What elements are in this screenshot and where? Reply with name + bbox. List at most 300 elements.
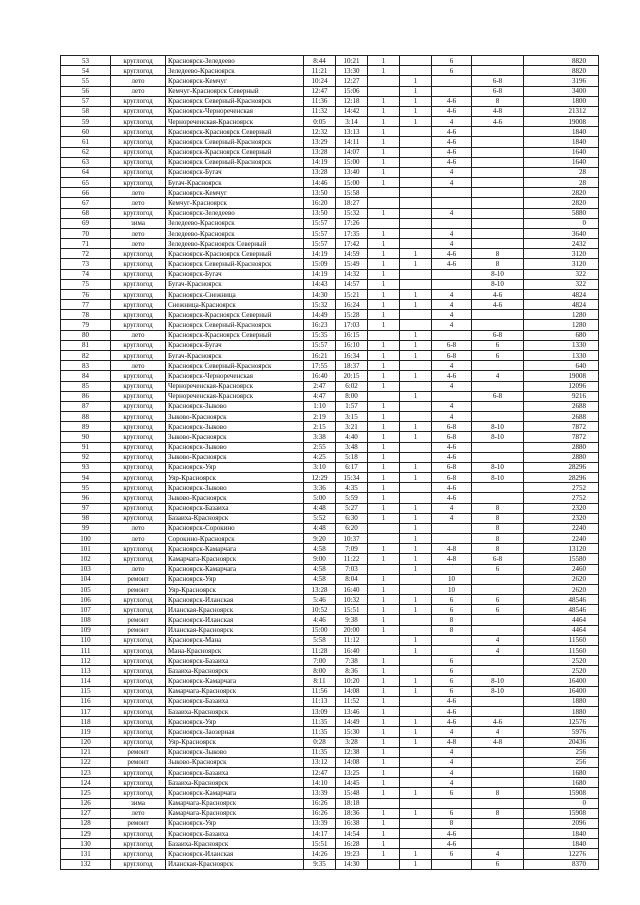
arrival-time-cell: 17:26 xyxy=(336,218,368,228)
route-cell: Красноярск-Красноярск Северный xyxy=(166,330,304,340)
row-number-cell: 87 xyxy=(61,401,111,411)
season-cell: ремонт xyxy=(111,625,166,635)
table-row xyxy=(61,717,599,727)
arrival-time-cell: 14:49 xyxy=(336,717,368,727)
departure-time-cell: 13:12 xyxy=(304,757,336,767)
count-b-cell xyxy=(400,757,432,767)
season-cell: лето xyxy=(111,564,166,574)
table-row xyxy=(61,259,599,269)
class-a-cell xyxy=(432,859,472,869)
row-number-cell: 124 xyxy=(61,778,111,788)
table-row xyxy=(61,737,599,747)
class-b-cell xyxy=(472,228,524,238)
class-b-cell: 8 xyxy=(472,96,524,106)
table-row xyxy=(61,381,599,391)
class-a-cell xyxy=(432,534,472,544)
route-cell: Красноярск-Зыково xyxy=(166,442,304,452)
amount-cell: 21312 xyxy=(524,106,599,116)
arrival-time-cell: 6:30 xyxy=(336,513,368,523)
class-b-cell xyxy=(472,361,524,371)
departure-time-cell: 2:19 xyxy=(304,412,336,422)
class-a-cell xyxy=(432,198,472,208)
route-cell: Красноярск-Иланская xyxy=(166,595,304,605)
amount-cell: 2240 xyxy=(524,523,599,533)
row-number-cell: 59 xyxy=(61,117,111,127)
class-a-cell: 4 xyxy=(432,513,472,523)
count-b-cell: 1 xyxy=(400,676,432,686)
amount-cell: 2880 xyxy=(524,452,599,462)
season-cell: круглогод xyxy=(111,686,166,696)
table-row xyxy=(61,117,599,127)
departure-time-cell: 13:09 xyxy=(304,707,336,717)
arrival-time-cell: 15:00 xyxy=(336,157,368,167)
count-b-cell xyxy=(400,584,432,594)
departure-time-cell: 13:39 xyxy=(304,818,336,828)
table-row xyxy=(61,473,599,483)
row-number-cell: 78 xyxy=(61,310,111,320)
amount-cell: 8820 xyxy=(524,66,599,76)
class-a-cell: 6 xyxy=(432,605,472,615)
count-b-cell: 1 xyxy=(400,523,432,533)
table-row xyxy=(61,666,599,676)
table-row xyxy=(61,747,599,757)
arrival-time-cell: 16:34 xyxy=(336,350,368,360)
amount-cell: 1800 xyxy=(524,96,599,106)
class-b-cell: 4 xyxy=(472,635,524,645)
amount-cell: 16400 xyxy=(524,676,599,686)
class-a-cell: 4 xyxy=(432,361,472,371)
table-row xyxy=(61,625,599,635)
departure-time-cell: 13:39 xyxy=(304,788,336,798)
class-a-cell: 4-6 xyxy=(432,493,472,503)
route-cell: Красноярск-Кемчуг xyxy=(166,188,304,198)
route-cell: Красноярск-Камарчага xyxy=(166,564,304,574)
row-number-cell: 109 xyxy=(61,625,111,635)
arrival-time-cell: 18:36 xyxy=(336,808,368,818)
table-row xyxy=(61,188,599,198)
count-a-cell: 1 xyxy=(368,829,400,839)
table-row xyxy=(61,635,599,645)
amount-cell: 2820 xyxy=(524,188,599,198)
row-number-cell: 89 xyxy=(61,422,111,432)
count-b-cell: 1 xyxy=(400,808,432,818)
departure-time-cell: 1:10 xyxy=(304,401,336,411)
season-cell: круглогод xyxy=(111,513,166,523)
season-cell: ремонт xyxy=(111,584,166,594)
arrival-time-cell: 17:03 xyxy=(336,320,368,330)
class-b-cell: 4 xyxy=(472,849,524,859)
class-b-cell xyxy=(472,747,524,757)
count-a-cell: 1 xyxy=(368,757,400,767)
arrival-time-cell: 14:45 xyxy=(336,778,368,788)
table-row xyxy=(61,320,599,330)
amount-cell: 2820 xyxy=(524,198,599,208)
departure-time-cell: 10:52 xyxy=(304,605,336,615)
row-number-cell: 85 xyxy=(61,381,111,391)
season-cell: круглогод xyxy=(111,829,166,839)
route-cell: Красноярск-Базаиха xyxy=(166,503,304,513)
class-b-cell xyxy=(472,656,524,666)
amount-cell: 1640 xyxy=(524,147,599,157)
season-cell: круглогод xyxy=(111,259,166,269)
departure-time-cell: 14:43 xyxy=(304,279,336,289)
class-b-cell xyxy=(472,208,524,218)
arrival-time-cell: 15:32 xyxy=(336,208,368,218)
count-b-cell: 1 xyxy=(400,503,432,513)
class-b-cell xyxy=(472,615,524,625)
season-cell: круглогод xyxy=(111,788,166,798)
table-row xyxy=(61,157,599,167)
row-number-cell: 113 xyxy=(61,666,111,676)
row-number-cell: 55 xyxy=(61,76,111,86)
season-cell: круглогод xyxy=(111,279,166,289)
route-cell: Красноярск Северный-Красноярск xyxy=(166,361,304,371)
route-cell: Иланская-Красноярск xyxy=(166,605,304,615)
row-number-cell: 94 xyxy=(61,473,111,483)
amount-cell: 1880 xyxy=(524,696,599,706)
class-a-cell: 4-6 xyxy=(432,157,472,167)
class-b-cell: 6 xyxy=(472,859,524,869)
amount-cell: 322 xyxy=(524,269,599,279)
class-b-cell: 4 xyxy=(472,727,524,737)
amount-cell: 19008 xyxy=(524,117,599,127)
class-a-cell: 6 xyxy=(432,849,472,859)
count-b-cell: 1 xyxy=(400,605,432,615)
amount-cell: 3400 xyxy=(524,86,599,96)
count-a-cell: 1 xyxy=(368,493,400,503)
season-cell: круглогод xyxy=(111,249,166,259)
count-a-cell: 1 xyxy=(368,503,400,513)
route-cell: Зеледеево-Красноярск Северный xyxy=(166,239,304,249)
count-b-cell: 1 xyxy=(400,76,432,86)
table-row xyxy=(61,147,599,157)
route-cell: Базаиха-Красноярск xyxy=(166,839,304,849)
table-row xyxy=(61,289,599,299)
row-number-cell: 112 xyxy=(61,656,111,666)
class-a-cell: 4-6 xyxy=(432,696,472,706)
season-cell: лето xyxy=(111,188,166,198)
departure-time-cell: 11:35 xyxy=(304,747,336,757)
class-a-cell: 4 xyxy=(432,178,472,188)
departure-time-cell: 9:00 xyxy=(304,554,336,564)
amount-cell: 1840 xyxy=(524,829,599,839)
arrival-time-cell: 6:20 xyxy=(336,523,368,533)
departure-time-cell: 8:00 xyxy=(304,666,336,676)
arrival-time-cell: 20:15 xyxy=(336,371,368,381)
row-number-cell: 107 xyxy=(61,605,111,615)
row-number-cell: 104 xyxy=(61,574,111,584)
class-a-cell: 8 xyxy=(432,625,472,635)
class-a-cell xyxy=(432,523,472,533)
table-row xyxy=(61,452,599,462)
row-number-cell: 82 xyxy=(61,350,111,360)
route-cell: Зеледеево-Красноярск xyxy=(166,218,304,228)
table-row xyxy=(61,350,599,360)
count-a-cell: 1 xyxy=(368,839,400,849)
season-cell: круглогод xyxy=(111,696,166,706)
amount-cell: 1880 xyxy=(524,707,599,717)
row-number-cell: 79 xyxy=(61,320,111,330)
season-cell: круглогод xyxy=(111,269,166,279)
departure-time-cell: 13:28 xyxy=(304,147,336,157)
route-cell: Камарчага-Красноярск xyxy=(166,808,304,818)
row-number-cell: 95 xyxy=(61,483,111,493)
season-cell: круглогод xyxy=(111,768,166,778)
amount-cell: 4824 xyxy=(524,300,599,310)
class-a-cell xyxy=(432,86,472,96)
table-row xyxy=(61,483,599,493)
row-number-cell: 76 xyxy=(61,289,111,299)
amount-cell: 2752 xyxy=(524,483,599,493)
departure-time-cell: 3:36 xyxy=(304,483,336,493)
class-a-cell: 4 xyxy=(432,503,472,513)
class-b-cell: 8-10 xyxy=(472,279,524,289)
row-number-cell: 106 xyxy=(61,595,111,605)
class-a-cell: 6 xyxy=(432,788,472,798)
count-b-cell xyxy=(400,208,432,218)
class-b-cell: 8 xyxy=(472,544,524,554)
class-b-cell: 8 xyxy=(472,513,524,523)
departure-time-cell: 4:58 xyxy=(304,544,336,554)
departure-time-cell: 12:29 xyxy=(304,473,336,483)
count-a-cell xyxy=(368,218,400,228)
route-cell: Красноярск-Уяр xyxy=(166,462,304,472)
season-cell: круглогод xyxy=(111,167,166,177)
departure-time-cell: 11:35 xyxy=(304,717,336,727)
class-a-cell: 4-6 xyxy=(432,371,472,381)
class-b-cell xyxy=(472,442,524,452)
amount-cell: 3196 xyxy=(524,76,599,86)
row-number-cell: 97 xyxy=(61,503,111,513)
season-cell: круглогод xyxy=(111,635,166,645)
arrival-time-cell: 10:37 xyxy=(336,534,368,544)
class-a-cell xyxy=(432,798,472,808)
arrival-time-cell: 12:27 xyxy=(336,76,368,86)
class-b-cell xyxy=(472,239,524,249)
count-b-cell: 1 xyxy=(400,86,432,96)
class-a-cell: 6-8 xyxy=(432,473,472,483)
count-a-cell xyxy=(368,86,400,96)
class-b-cell xyxy=(472,218,524,228)
route-cell: Красноярск-Мана xyxy=(166,635,304,645)
departure-time-cell: 14:17 xyxy=(304,829,336,839)
class-b-cell: 8-10 xyxy=(472,422,524,432)
amount-cell: 1840 xyxy=(524,839,599,849)
class-a-cell: 4-6 xyxy=(432,442,472,452)
count-b-cell xyxy=(400,381,432,391)
table-row xyxy=(61,422,599,432)
row-number-cell: 118 xyxy=(61,717,111,727)
departure-time-cell: 15:00 xyxy=(304,625,336,635)
class-a-cell: 6 xyxy=(432,656,472,666)
route-cell: Красноярск Северный-Красноярск xyxy=(166,157,304,167)
class-a-cell xyxy=(432,391,472,401)
season-cell: круглогод xyxy=(111,432,166,442)
amount-cell: 28296 xyxy=(524,473,599,483)
count-b-cell: 1 xyxy=(400,371,432,381)
count-a-cell: 1 xyxy=(368,249,400,259)
count-b-cell xyxy=(400,798,432,808)
amount-cell: 640 xyxy=(524,361,599,371)
count-a-cell: 1 xyxy=(368,462,400,472)
season-cell: круглогод xyxy=(111,320,166,330)
count-a-cell: 1 xyxy=(368,96,400,106)
class-b-cell: 8-10 xyxy=(472,269,524,279)
class-b-cell xyxy=(472,452,524,462)
table-row xyxy=(61,656,599,666)
count-a-cell: 1 xyxy=(368,157,400,167)
route-cell: Кемчуг-Красноярск xyxy=(166,198,304,208)
class-a-cell: 4-6 xyxy=(432,707,472,717)
row-number-cell: 63 xyxy=(61,157,111,167)
arrival-time-cell: 16:24 xyxy=(336,300,368,310)
table-row xyxy=(61,503,599,513)
route-cell: Красноярск-Базаиха xyxy=(166,696,304,706)
arrival-time-cell: 15:21 xyxy=(336,289,368,299)
table-row xyxy=(61,839,599,849)
count-a-cell xyxy=(368,391,400,401)
amount-cell: 2096 xyxy=(524,818,599,828)
class-a-cell: 4-6 xyxy=(432,259,472,269)
amount-cell: 2620 xyxy=(524,574,599,584)
table-row xyxy=(61,829,599,839)
season-cell: круглогод xyxy=(111,707,166,717)
row-number-cell: 80 xyxy=(61,330,111,340)
amount-cell: 8370 xyxy=(524,859,599,869)
class-b-cell xyxy=(472,483,524,493)
class-a-cell: 4 xyxy=(432,768,472,778)
count-b-cell xyxy=(400,656,432,666)
arrival-time-cell: 14:08 xyxy=(336,757,368,767)
season-cell: круглогод xyxy=(111,462,166,472)
row-number-cell: 86 xyxy=(61,391,111,401)
count-b-cell: 1 xyxy=(400,564,432,574)
table-row xyxy=(61,96,599,106)
amount-cell: 28296 xyxy=(524,462,599,472)
arrival-time-cell: 14:57 xyxy=(336,279,368,289)
amount-cell: 1280 xyxy=(524,320,599,330)
departure-time-cell: 11:21 xyxy=(304,66,336,76)
row-number-cell: 81 xyxy=(61,340,111,350)
route-cell: Чернореченская-Красноярск xyxy=(166,381,304,391)
arrival-time-cell: 16:10 xyxy=(336,340,368,350)
count-b-cell xyxy=(400,188,432,198)
route-cell: Сорокино-Красноярск xyxy=(166,534,304,544)
count-a-cell: 1 xyxy=(368,361,400,371)
arrival-time-cell: 14:08 xyxy=(336,686,368,696)
table-row xyxy=(61,167,599,177)
class-a-cell: 6 xyxy=(432,595,472,605)
class-b-cell: 8-10 xyxy=(472,432,524,442)
amount-cell: 12096 xyxy=(524,381,599,391)
arrival-time-cell: 15:48 xyxy=(336,788,368,798)
class-b-cell xyxy=(472,310,524,320)
arrival-time-cell: 15:00 xyxy=(336,178,368,188)
arrival-time-cell: 16:15 xyxy=(336,330,368,340)
row-number-cell: 57 xyxy=(61,96,111,106)
season-cell: ремонт xyxy=(111,574,166,584)
class-b-cell: 4-8 xyxy=(472,737,524,747)
departure-time-cell: 15:35 xyxy=(304,330,336,340)
amount-cell: 1840 xyxy=(524,127,599,137)
row-number-cell: 75 xyxy=(61,279,111,289)
class-b-cell: 6 xyxy=(472,605,524,615)
table-row xyxy=(61,757,599,767)
class-a-cell: 4 xyxy=(432,310,472,320)
amount-cell: 13120 xyxy=(524,544,599,554)
class-a-cell: 6-8 xyxy=(432,422,472,432)
departure-time-cell: 15:57 xyxy=(304,340,336,350)
season-cell: круглогод xyxy=(111,859,166,869)
row-number-cell: 102 xyxy=(61,554,111,564)
table-row xyxy=(61,279,599,289)
arrival-time-cell: 13:25 xyxy=(336,768,368,778)
departure-time-cell: 15:09 xyxy=(304,259,336,269)
route-cell: Красноярск-Зеледеево xyxy=(166,56,304,66)
class-b-cell: 6-8 xyxy=(472,330,524,340)
arrival-time-cell: 20:00 xyxy=(336,625,368,635)
season-cell: круглогод xyxy=(111,96,166,106)
class-b-cell xyxy=(472,778,524,788)
arrival-time-cell: 13:30 xyxy=(336,66,368,76)
departure-time-cell: 14:19 xyxy=(304,157,336,167)
amount-cell: 2240 xyxy=(524,534,599,544)
arrival-time-cell: 18:37 xyxy=(336,361,368,371)
class-a-cell: 6 xyxy=(432,686,472,696)
arrival-time-cell: 9:38 xyxy=(336,615,368,625)
departure-time-cell: 16:20 xyxy=(304,198,336,208)
departure-time-cell: 14:26 xyxy=(304,849,336,859)
season-cell: лето xyxy=(111,198,166,208)
route-cell: Зыково-Красноярск xyxy=(166,452,304,462)
season-cell: круглогод xyxy=(111,666,166,676)
route-cell: Мана-Красноярск xyxy=(166,645,304,655)
class-a-cell: 4-6 xyxy=(432,137,472,147)
amount-cell: 11560 xyxy=(524,635,599,645)
departure-time-cell: 7:00 xyxy=(304,656,336,666)
arrival-time-cell: 12:38 xyxy=(336,747,368,757)
row-number-cell: 116 xyxy=(61,696,111,706)
route-cell: Красноярск Северный-Красноярск xyxy=(166,96,304,106)
count-b-cell: 1 xyxy=(400,259,432,269)
count-a-cell: 1 xyxy=(368,310,400,320)
class-a-cell: 6 xyxy=(432,666,472,676)
row-number-cell: 67 xyxy=(61,198,111,208)
amount-cell: 1280 xyxy=(524,310,599,320)
class-a-cell: 8 xyxy=(432,818,472,828)
count-a-cell: 1 xyxy=(368,300,400,310)
amount-cell: 2320 xyxy=(524,503,599,513)
arrival-time-cell: 3:14 xyxy=(336,117,368,127)
season-cell: ремонт xyxy=(111,757,166,767)
table-body xyxy=(61,56,599,870)
amount-cell: 16400 xyxy=(524,686,599,696)
departure-time-cell: 2:55 xyxy=(304,442,336,452)
count-a-cell xyxy=(368,198,400,208)
class-b-cell: 8-10 xyxy=(472,473,524,483)
count-b-cell xyxy=(400,442,432,452)
amount-cell: 2520 xyxy=(524,656,599,666)
count-a-cell: 1 xyxy=(368,768,400,778)
table-row xyxy=(61,798,599,808)
row-number-cell: 119 xyxy=(61,727,111,737)
season-cell: зима xyxy=(111,798,166,808)
table-row xyxy=(61,605,599,615)
arrival-time-cell: 19:23 xyxy=(336,849,368,859)
season-cell: круглогод xyxy=(111,66,166,76)
class-a-cell xyxy=(432,564,472,574)
table-row xyxy=(61,56,599,66)
